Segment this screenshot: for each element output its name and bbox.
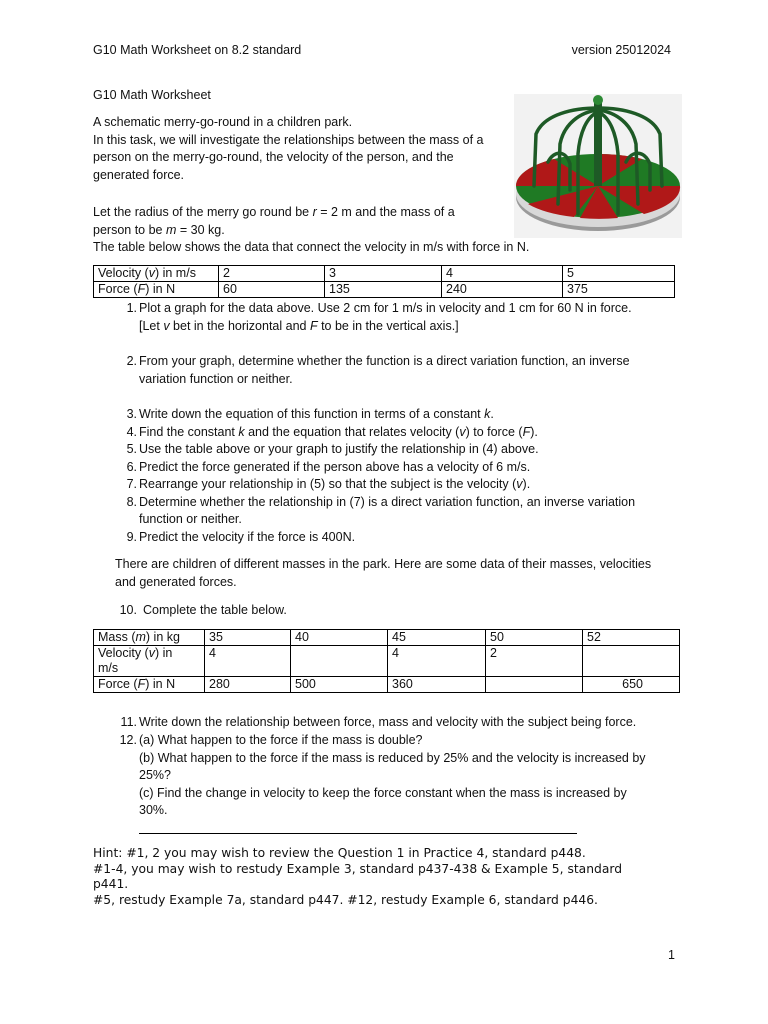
table-cell: 4 [388, 646, 486, 677]
row-header: Force (F) in N [94, 282, 219, 298]
hint-block [93, 846, 673, 908]
table-cell [486, 677, 583, 693]
question-item: 12. (a) What happen to the force if the mass is double? (b) What happen to the force if the mass is reduced by 25% and the velocity is increased by 25%? (c) Find the change in velocity to keep the force constant when the mass is increased by 30%. [119, 733, 646, 817]
question-item: 1. Plot a graph for the data above. Use 2 cm for 1 m/s in velocity and 1 cm for 60 N in force. [Let v bet in the horizontal and F to be in the vertical axis.] [126, 301, 632, 333]
mass-velocity-force-table [93, 629, 680, 693]
table-cell: 50 [486, 630, 583, 646]
table-cell [583, 646, 680, 677]
table-cell: 2 [486, 646, 583, 677]
row-header: Mass (m) in kg [94, 630, 205, 646]
table-cell: 3 [325, 266, 442, 282]
row-header: Force (F) in N [94, 677, 205, 693]
question-item: 5. Use the table above or your graph to justify the relationship in (4) above. [126, 442, 539, 456]
given-text: person to be [93, 222, 166, 237]
intro-line: person on the merry-go-round, the velocity of the person, and the [93, 150, 454, 164]
children-paragraph: There are children of different masses in the park. Here are some data of their masses, velocities and generated forces. [115, 557, 652, 589]
hint-line: #1-4, you may wish to restudy Example 3, standard p437-438 & Example 5, standard [93, 861, 622, 876]
answer-divider [139, 833, 577, 834]
given-info [93, 204, 693, 257]
question-item: 7. Rearrange your relationship in (5) so that the subject is the velocity (v). [126, 477, 531, 491]
table-cell: 135 [325, 282, 442, 298]
table-cell: 4 [205, 646, 291, 677]
table-cell: 35 [205, 630, 291, 646]
header-right: version 25012024 [571, 43, 671, 57]
question-item: 11. Write down the relationship between force, mass and velocity with the subject being force. [120, 715, 637, 729]
table-row [94, 630, 680, 646]
velocity-force-table [93, 265, 675, 298]
row-header: Velocity (v) in m/s [94, 266, 219, 282]
question-item: 10. Complete the table below. [119, 603, 287, 617]
worksheet-title: G10 Math Worksheet [93, 88, 211, 102]
table-cell: 500 [291, 677, 388, 693]
question-item: 2. From your graph, determine whether the function is a direct variation function, an inverse variation function or neither. [126, 354, 630, 386]
hint-line: Hint: #1, 2 you may wish to review the Question 1 in Practice 4, standard p448. [93, 846, 586, 860]
intro-line: A schematic merry-go-round in a children park. [93, 115, 353, 129]
mass-variable: m [165, 222, 177, 237]
header-left: G10 Math Worksheet on 8.2 standard [93, 43, 302, 57]
intro-paragraph [93, 114, 513, 184]
page-number: 1 [668, 948, 675, 962]
table-row [94, 646, 680, 677]
table-cell: 280 [205, 677, 291, 693]
given-text: = 30 kg. [176, 222, 225, 237]
table-row [94, 266, 675, 282]
table-cell: 2 [219, 266, 325, 282]
table-cell: 4 [442, 266, 563, 282]
given-text: = 2 m and the mass of a [316, 205, 455, 219]
table-cell: 375 [563, 282, 675, 298]
table-cell: 40 [291, 630, 388, 646]
table-cell: 650 [583, 677, 680, 693]
question-item: 6. Predict the force generated if the person above has a velocity of 6 m/s. [126, 459, 531, 474]
intro-line: In this task, we will investigate the relationships between the mass of a [93, 132, 484, 147]
table-cell: 360 [388, 677, 486, 693]
table-cell: 60 [219, 282, 325, 298]
question-item: 3. Write down the equation of this function in terms of a constant k. [126, 407, 494, 421]
table-cell: 240 [442, 282, 563, 298]
question-item: 8. Determine whether the relationship in (7) is a direct variation function, an inverse variation function or neither. [126, 494, 636, 526]
table-cell: 5 [563, 266, 675, 282]
table-cell: 45 [388, 630, 486, 646]
table-row [94, 677, 680, 693]
question-item: 9. Predict the velocity if the force is 400N. [126, 530, 356, 544]
row-header: Velocity (v) in m/s [94, 646, 205, 677]
given-text: Let the radius of the merry go round be [93, 205, 313, 219]
question-item: 4. Find the constant k and the equation that relates velocity (v) to force (F). [126, 424, 538, 439]
table-cell: 52 [583, 630, 680, 646]
table-cell [291, 646, 388, 677]
given-text: The table below shows the data that connect the velocity in m/s with force in N. [93, 240, 530, 254]
hint-line: #5, restudy Example 7a, standard p447. #12, restudy Example 6, standard p446. [93, 892, 598, 907]
hint-line: p441. [93, 877, 129, 891]
table-row [94, 282, 675, 298]
intro-line: generated force. [93, 167, 185, 182]
radius-variable: r [312, 205, 317, 219]
